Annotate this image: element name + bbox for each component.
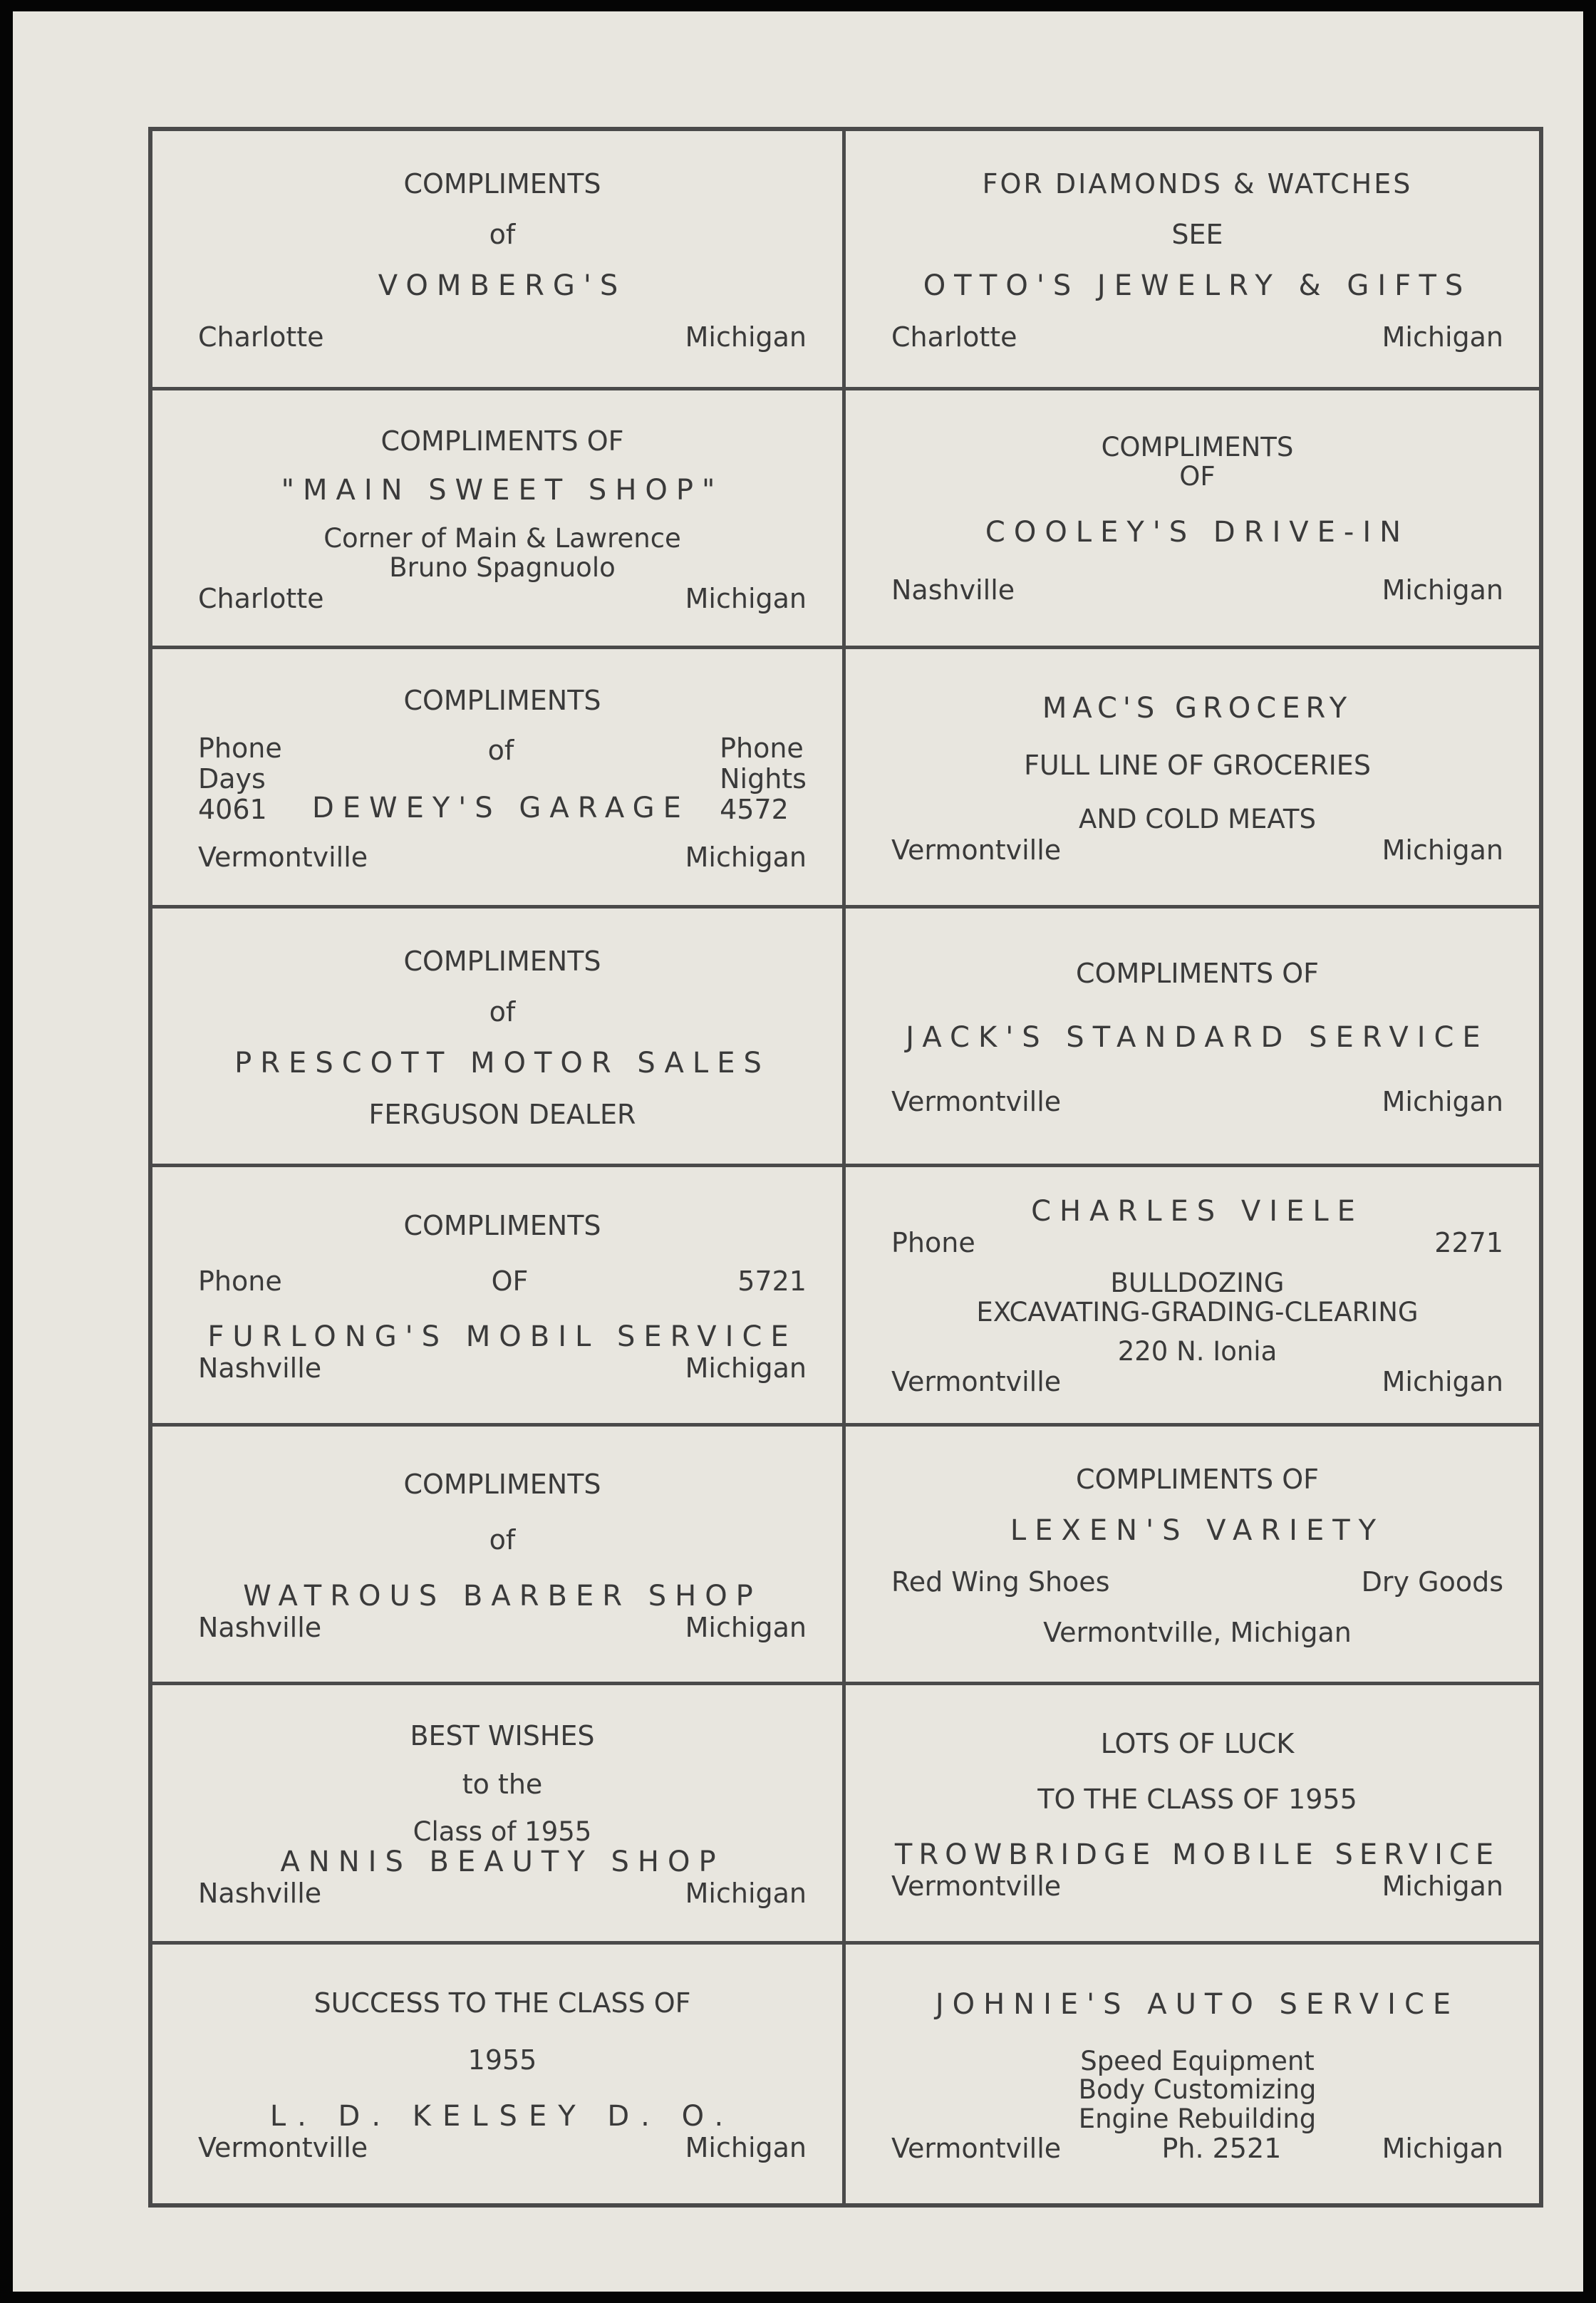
ad-heading: BEST WISHES xyxy=(410,1720,595,1752)
phone-label: Phone xyxy=(198,1265,282,1297)
city: Vermontville xyxy=(198,841,368,873)
location-row xyxy=(891,1870,1503,1903)
ads-grid xyxy=(148,127,1543,2208)
location-row xyxy=(198,1878,807,1910)
state: Michigan xyxy=(1382,1870,1503,1903)
ad-heading: COMPLIMENTS xyxy=(403,168,601,200)
location-row xyxy=(198,2132,807,2164)
ad-heading: COMPLIMENTS xyxy=(403,1469,601,1500)
services-block xyxy=(891,1269,1503,1327)
city: Nashville xyxy=(891,574,1015,606)
ad-furlongs-mobil-service xyxy=(152,1167,846,1427)
product-line: Red Wing Shoes xyxy=(891,1565,1110,1598)
business-name: MAC'S GROCERY xyxy=(1042,691,1353,725)
ad-subheading: OF xyxy=(491,1265,529,1297)
location-row xyxy=(198,1612,807,1644)
business-name: TROWBRIDGE MOBILE SERVICE xyxy=(894,1838,1501,1872)
ad-macs-grocery xyxy=(846,649,1539,909)
business-name: WATROUS BARBER SHOP xyxy=(243,1579,762,1613)
phone-number: 4061 xyxy=(198,793,267,825)
owner-name: Bruno Spagnuolo xyxy=(389,552,616,583)
ad-deweys-garage xyxy=(152,649,846,909)
ad-prescott-motor-sales xyxy=(152,909,846,1168)
state: Michigan xyxy=(1382,1086,1503,1118)
ad-bottom-block xyxy=(198,1818,807,1910)
state: Michigan xyxy=(1382,834,1503,866)
state: Michigan xyxy=(685,841,807,873)
ad-heading-block xyxy=(891,433,1503,491)
phone-label: Phone xyxy=(720,733,804,765)
business-name: LEXEN'S VARIETY xyxy=(1010,1513,1385,1547)
phone-period: Nights xyxy=(720,762,807,795)
state: Michigan xyxy=(685,2132,807,2164)
ad-jacks-standard-service xyxy=(846,909,1539,1168)
phone-number: 4572 xyxy=(720,793,789,825)
yearbook-page xyxy=(13,11,1583,2292)
phone-label: Phone xyxy=(198,733,282,765)
business-name: FURLONG'S MOBIL SERVICE xyxy=(207,1320,797,1354)
location-row xyxy=(891,2134,1503,2164)
center-block xyxy=(312,735,690,824)
ad-charles-viele xyxy=(846,1167,1539,1427)
address-line: Vermontville, Michigan xyxy=(1043,1616,1352,1648)
state: Michigan xyxy=(685,1611,807,1643)
phone-number: 5721 xyxy=(737,1265,807,1297)
ad-watrous-barber-shop xyxy=(152,1427,846,1686)
ad-subheading: of xyxy=(489,219,516,251)
ad-trowbridge-mobile-service xyxy=(846,1685,1539,1945)
phone-number: 2271 xyxy=(1434,1227,1503,1259)
address-line: 220 N. Ionia xyxy=(1117,1335,1278,1367)
ad-bottom-block xyxy=(198,2101,807,2164)
ad-heading: COMPLIMENTS xyxy=(403,684,601,716)
address-line: Corner of Main & Lawrence xyxy=(323,523,681,554)
business-name: ANNIS BEAUTY SHOP xyxy=(280,1846,725,1879)
location-row xyxy=(891,321,1503,353)
ad-ottos-jewelry xyxy=(846,131,1539,390)
city: Vermontville xyxy=(198,2132,368,2164)
city: Vermontville xyxy=(891,2132,1062,2164)
business-name: CHARLES VIELE xyxy=(1031,1195,1364,1228)
ad-bottom-block xyxy=(891,1839,1503,1903)
ad-main-sweet-shop xyxy=(152,390,846,650)
service-line: Body Customizing xyxy=(1078,2074,1317,2106)
state: Michigan xyxy=(1382,574,1503,606)
location-row xyxy=(891,834,1503,866)
city: Nashville xyxy=(198,1611,322,1643)
ad-bottom-block xyxy=(198,1321,807,1385)
business-name: JACK'S STANDARD SERVICE xyxy=(906,1021,1489,1055)
city: Vermontville xyxy=(891,1086,1062,1118)
ad-bottom-block xyxy=(891,1337,1503,1399)
location-row xyxy=(198,583,807,615)
state: Michigan xyxy=(685,1878,807,1910)
ad-heading: COMPLIMENTS OF xyxy=(380,425,624,457)
ad-line: Class of 1955 xyxy=(413,1816,592,1847)
state: Michigan xyxy=(685,321,807,353)
city: Charlotte xyxy=(198,582,324,614)
state: Michigan xyxy=(1382,1366,1503,1398)
ad-bottom-block xyxy=(891,2047,1503,2164)
state: Michigan xyxy=(685,1352,807,1385)
business-name: JOHNIE'S AUTO SERVICE xyxy=(935,1987,1460,2021)
city: Nashville xyxy=(198,1878,322,1910)
location-row xyxy=(198,1352,807,1385)
service-line: Engine Rebuilding xyxy=(1078,2103,1317,2135)
service-line: Speed Equipment xyxy=(1080,2045,1315,2076)
location-row xyxy=(891,1086,1503,1118)
ad-cooleys-drive-in xyxy=(846,390,1539,650)
state: Michigan xyxy=(685,582,807,614)
ad-heading: SUCCESS TO THE CLASS OF xyxy=(314,1987,691,2019)
service-line: EXCAVATING-GRADING-CLEARING xyxy=(976,1296,1419,1328)
phone-name-row xyxy=(198,733,807,824)
ad-heading: COMPLIMENTS xyxy=(1101,432,1294,463)
ad-johnies-auto-service xyxy=(846,1945,1539,2204)
ad-line: AND COLD MEATS xyxy=(1079,804,1316,835)
phone-period: Days xyxy=(198,762,266,795)
ad-subheading: TO THE CLASS OF 1955 xyxy=(1037,1783,1357,1815)
business-name: OTTO'S JEWELRY & GIFTS xyxy=(923,269,1472,303)
ad-vombergs xyxy=(152,131,846,390)
ad-heading: COMPLIMENTS OF xyxy=(1076,958,1319,990)
phone-number: Ph. 2521 xyxy=(1161,2132,1282,2164)
phone-label: Phone xyxy=(891,1227,975,1259)
business-name: COOLEY'S DRIVE-IN xyxy=(985,516,1410,549)
ad-subheading: 1955 xyxy=(467,2044,537,2076)
ad-heading: LOTS OF LUCK xyxy=(1100,1727,1295,1759)
city: Charlotte xyxy=(198,321,324,353)
ad-bottom-block xyxy=(198,1580,807,1644)
location-row xyxy=(198,842,807,874)
city: Vermontville xyxy=(891,834,1062,866)
ad-subheading: of xyxy=(489,995,516,1028)
products-row xyxy=(891,1566,1503,1598)
phone-row xyxy=(891,1227,1503,1259)
ad-bottom-block xyxy=(891,805,1503,866)
location-row xyxy=(198,321,807,353)
ad-subheading: of xyxy=(487,734,514,766)
state: Michigan xyxy=(1382,321,1503,353)
address-block xyxy=(198,524,807,614)
product-line: Dry Goods xyxy=(1361,1565,1503,1598)
state: Michigan xyxy=(1382,2132,1503,2164)
ad-subheading: of xyxy=(489,1524,516,1556)
business-name: PRESCOTT MOTOR SALES xyxy=(234,1046,770,1080)
business-name: "MAIN SWEET SHOP" xyxy=(281,474,724,507)
location-row xyxy=(891,574,1503,606)
ad-heading: COMPLIMENTS xyxy=(403,1209,601,1241)
phone-nights xyxy=(720,733,807,824)
ad-annis-beauty-shop xyxy=(152,1685,846,1945)
phone-days xyxy=(198,733,282,824)
city: Vermontville xyxy=(891,1870,1062,1903)
location-row xyxy=(891,1366,1503,1398)
city: Vermontville xyxy=(891,1366,1062,1398)
ad-subheading: OF xyxy=(1179,460,1216,492)
ad-heading: FOR DIAMONDS & WATCHES xyxy=(982,168,1413,200)
ad-line: FERGUSON DEALER xyxy=(368,1098,636,1130)
ad-heading: COMPLIMENTS OF xyxy=(1076,1463,1319,1495)
ad-subheading: SEE xyxy=(1171,219,1223,251)
service-line: BULLDOZING xyxy=(1110,1268,1285,1299)
ad-subheading: to the xyxy=(462,1769,543,1801)
business-name: VOMBERG'S xyxy=(378,269,627,303)
city: Charlotte xyxy=(891,321,1017,353)
ad-lexens-variety xyxy=(846,1427,1539,1686)
business-name: L. D. KELSEY D. O. xyxy=(269,2100,735,2133)
business-name: DEWEY'S GARAGE xyxy=(311,792,690,825)
ad-top-block xyxy=(891,1196,1503,1259)
city: Nashville xyxy=(198,1352,322,1385)
phone-row xyxy=(198,1266,807,1298)
ad-ld-kelsey xyxy=(152,1945,846,2204)
ad-heading: COMPLIMENTS xyxy=(403,945,601,977)
ad-line: FULL LINE OF GROCERIES xyxy=(1024,749,1371,781)
